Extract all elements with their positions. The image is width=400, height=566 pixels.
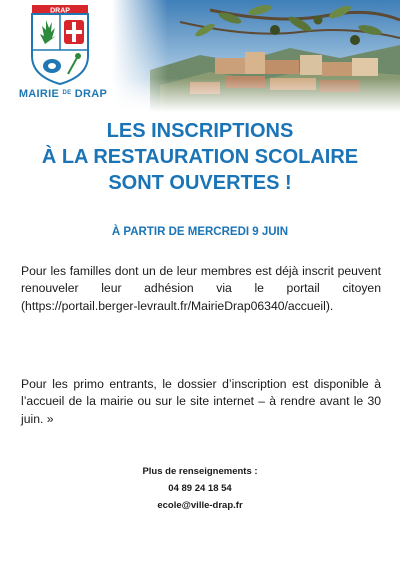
- title-line-2: À LA RESTAURATION SCOLAIRE: [41, 146, 359, 168]
- paragraph-returning-families: Pour les familles dont un de leur membres est déjà inscrit peuvent renouveler leur adhésion via le portail citoyen (https://portail.berger-levrault.fr/MairieDrap06340/accueil).: [21, 264, 381, 313]
- title-line-1: LES INSCRIPTIONS: [106, 120, 294, 142]
- mairie-de-drap-logo-text: [14, 88, 112, 100]
- paragraph-new-entrants: Pour les primo entrants, le dossier d’inscription est disponible à l’accueil de la mairie ou sur le site internet – à rendre avant le 30 juin. »: [21, 377, 381, 426]
- contact-email: ecole@ville-drap.fr: [157, 500, 243, 511]
- start-date-line: À PARTIR DE MERCREDI 9 JUIN: [111, 226, 289, 238]
- title-line-3: SONT OUVERTES !: [108, 172, 292, 194]
- crest-label: DRAP: [50, 7, 70, 15]
- mairie-de-word: DE: [62, 90, 72, 96]
- mairie-town-word: DRAP: [74, 88, 108, 100]
- coat-of-arms-icon: [30, 4, 90, 86]
- header-banner: [0, 0, 400, 112]
- contact-phone: 04 89 24 18 54: [168, 483, 232, 494]
- contact-heading: Plus de renseignements :: [142, 466, 258, 477]
- page-title: [0, 118, 400, 196]
- contact-block: [0, 463, 400, 514]
- mairie-word: MAIRIE: [18, 88, 60, 100]
